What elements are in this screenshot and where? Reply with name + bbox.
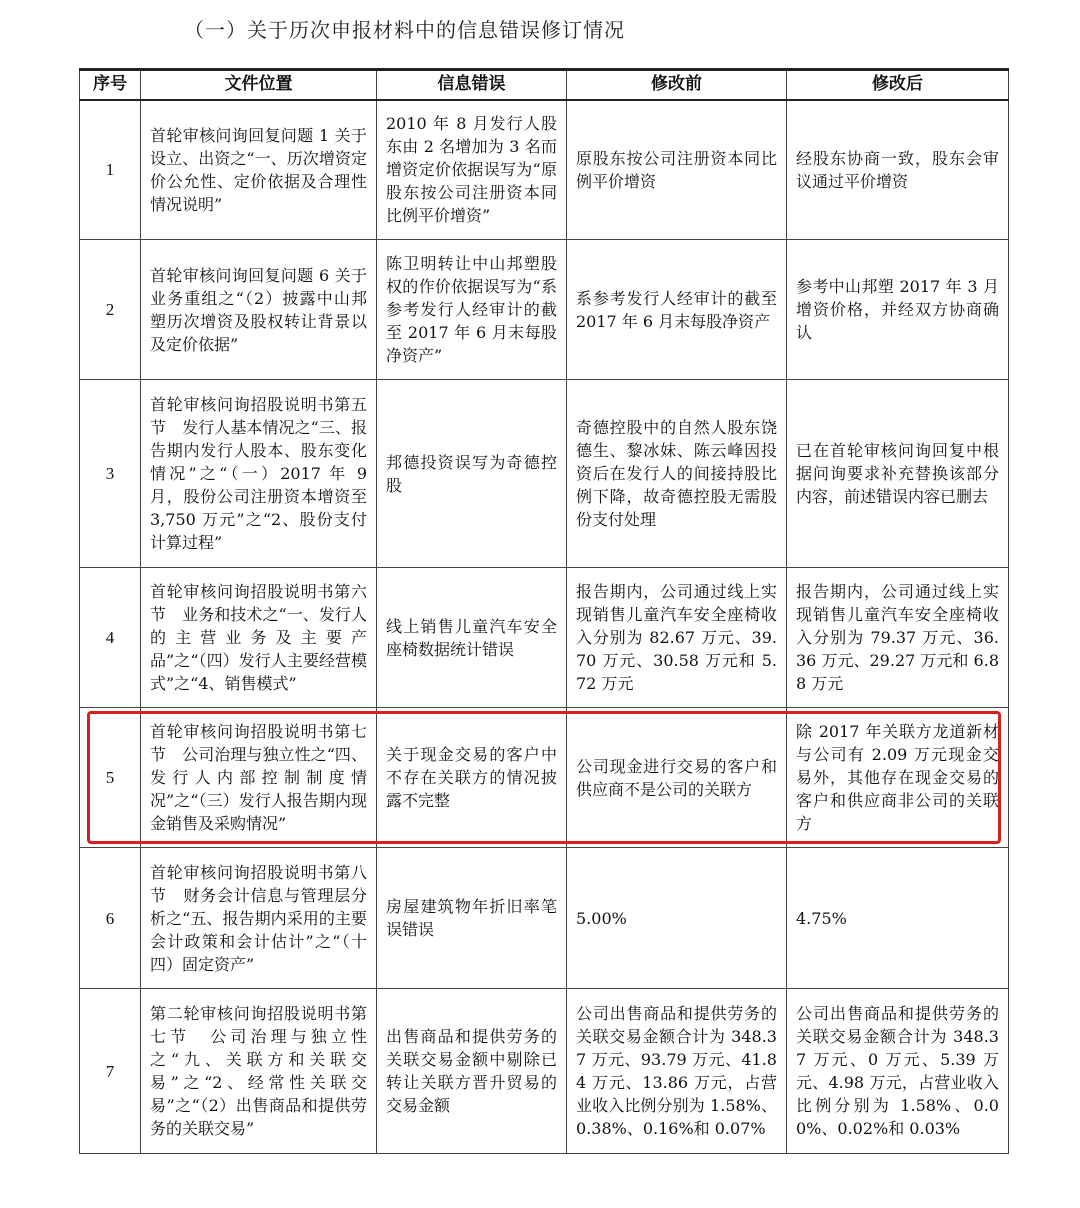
table-row [80,380,1009,568]
before-cell: 公司出售商品和提供劳务的关联交易金额合计为 348.37 万元、93.79 万元、41.84 万元、13.86 万元，占营业收入比例分别为 1.58%、0.38%、0.16%和 0.07% [567,989,787,1154]
col-header-no: 序号 [80,70,141,100]
info-error-cell: 出售商品和提供劳务的关联交易金额中剔除已转让关联方晋升贸易的交易金额 [377,989,567,1154]
table-row [80,848,1009,989]
row-number: 7 [80,989,141,1154]
before-cell: 5.00% [567,848,787,989]
table-row [80,989,1009,1154]
before-cell: 报告期内，公司通过线上实现销售儿童汽车安全座椅收入分别为 82.67 万元、39.70 万元、30.58 万元和 5.72 万元 [567,568,787,708]
section-heading: （一）关于历次申报材料中的信息错误修订情况 [184,18,625,42]
col-header-error: 信息错误 [377,70,567,100]
col-header-after: 修改后 [787,70,1009,100]
col-header-before: 修改前 [567,70,787,100]
after-cell: 除 2017 年关联方龙道新材与公司有 2.09 万元现金交易外，其他存在现金交易的客户和供应商非公司的关联方 [787,708,1009,848]
file-location-cell: 首轮审核问询招股说明书第七节 公司治理与独立性之“四、发行人内部控制制度情况”之“（三）发行人报告期内现金销售及采购情况” [141,708,377,848]
info-error-cell: 关于现金交易的客户中不存在关联方的情况披露不完整 [377,708,567,848]
revision-table [79,68,1009,1154]
col-header-location: 文件位置 [141,70,377,100]
after-cell: 参考中山邦塑 2017 年 3 月增资价格，并经双方协商确认 [787,240,1009,380]
after-cell: 公司出售商品和提供劳务的关联交易金额合计为 348.37 万元、0 万元、5.39 万元、4.98 万元，占营业收入比例分别为 1.58%、0.00%、0.02%和 0.03% [787,989,1009,1154]
file-location-cell: 首轮审核问询招股说明书第六节 业务和技术之“一、发行人的主营业务及主要产品”之“（四）发行人主要经营模式”之“4、销售模式” [141,568,377,708]
after-cell: 4.75% [787,848,1009,989]
table-header-row [80,70,1009,100]
row-number: 4 [80,568,141,708]
file-location-cell: 首轮审核问询回复问题 1 关于设立、出资之“一、历次增资定价公允性、定价依据及合理性情况说明” [141,100,377,240]
table-row [80,568,1009,708]
row-number: 1 [80,100,141,240]
file-location-cell: 首轮审核问询回复问题 6 关于业务重组之“（2）披露中山邦塑历次增资及股权转让背景以及定价依据” [141,240,377,380]
table-row [80,100,1009,240]
after-cell: 经股东协商一致，股东会审议通过平价增资 [787,100,1009,240]
before-cell: 公司现金进行交易的客户和供应商不是公司的关联方 [567,708,787,848]
info-error-cell: 线上销售儿童汽车安全座椅数据统计错误 [377,568,567,708]
info-error-cell: 2010 年 8 月发行人股东由 2 名增加为 3 名而增资定价依据误写为“原股东按公司注册资本同比例平价增资” [377,100,567,240]
row-number: 5 [80,708,141,848]
row-number: 3 [80,380,141,568]
info-error-cell: 房屋建筑物年折旧率笔误错误 [377,848,567,989]
before-cell: 原股东按公司注册资本同比例平价增资 [567,100,787,240]
table-row [80,240,1009,380]
file-location-cell: 首轮审核问询招股说明书第八节 财务会计信息与管理层分析之“五、报告期内采用的主要会计政策和会计估计”之“（十四）固定资产” [141,848,377,989]
info-error-cell: 陈卫明转让中山邦塑股权的作价依据误写为“系参考发行人经审计的截至 2017 年 6 月末每股净资产” [377,240,567,380]
file-location-cell: 第二轮审核问询招股说明书第七节 公司治理与独立性之“九、关联方和关联交易”之“2、经常性关联交易”之“（2）出售商品和提供劳务的关联交易” [141,989,377,1154]
before-cell: 奇德控股中的自然人股东饶德生、黎冰妹、陈云峰因投资后在发行人的间接持股比例下降，故奇德控股无需股份支付处理 [567,380,787,568]
row-number: 6 [80,848,141,989]
info-error-cell: 邦德投资误写为奇德控股 [377,380,567,568]
row-number: 2 [80,240,141,380]
table-row-highlighted [80,708,1009,848]
after-cell: 已在首轮审核问询回复中根据问询要求补充替换该部分内容，前述错误内容已删去 [787,380,1009,568]
file-location-cell: 首轮审核问询招股说明书第五节 发行人基本情况之“三、报告期内发行人股本、股东变化情况”之“（一）2017 年 9 月，股份公司注册资本增资至 3,750 万元”之“2、股份支付计算过程” [141,380,377,568]
after-cell: 报告期内，公司通过线上实现销售儿童汽车安全座椅收入分别为 79.37 万元、36.36 万元、29.27 万元和 6.88 万元 [787,568,1009,708]
before-cell: 系参考发行人经审计的截至 2017 年 6 月末每股净资产 [567,240,787,380]
